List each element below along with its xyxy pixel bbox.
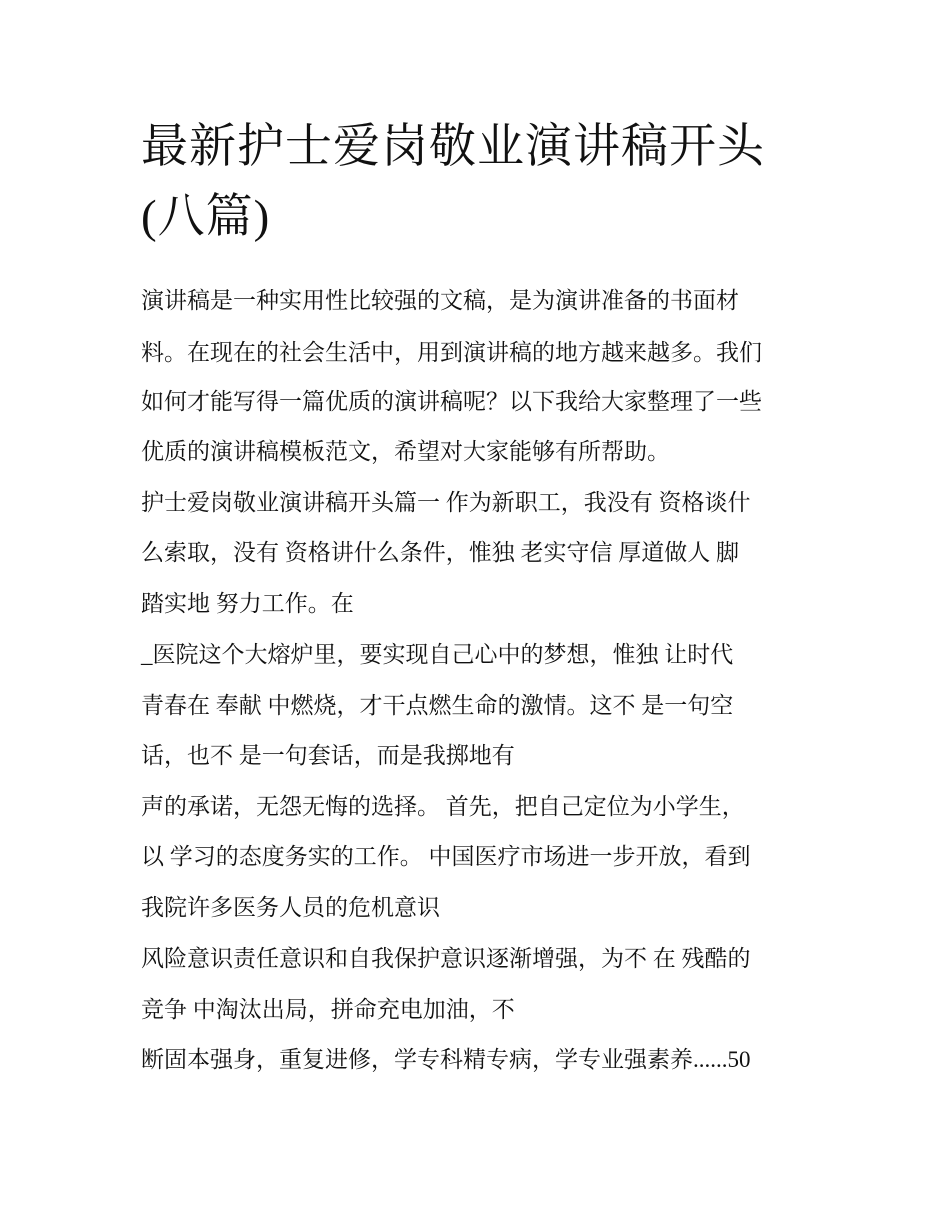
title-line-2: (八篇) (141, 191, 271, 243)
body-line: 护士爱岗敬业演讲稿开头篇一 作为新职工，我没有 资格谈什 (141, 490, 751, 515)
body-line: 断固本强身，重复进修，学专科精专病，学专业强素养......50 (141, 1047, 751, 1072)
body-line: 以 学习的态度务实的工作。 中国医疗市场进一步开放，看到 (141, 844, 751, 869)
body-line: 么索取，没有 资格讲什么条件，惟独 老实守信 厚道做人 脚 (141, 540, 739, 565)
title-line-1: 最新护士爱岗敬业演讲稿开头 (141, 121, 765, 173)
body-line: 如何才能写得一篇优质的演讲稿呢？以下我给大家整理了一些 (141, 389, 762, 414)
body-line: 风险意识责任意识和自我保护意识逐渐增强，为不 在 残酷的 (141, 946, 751, 971)
body-line: 料。在现在的社会生活中，用到演讲稿的地方越来越多。我们 (141, 340, 762, 365)
body-line: 竞争 中淘汰出局，拼命充电加油，不 (141, 997, 515, 1022)
body-line: 声的承诺，无怨无悔的选择。 首先，把自己定位为小学生， (141, 794, 745, 819)
document-title (141, 112, 841, 252)
body-line: 优质的演讲稿模板范文，希望对大家能够有所帮助。 (141, 439, 670, 464)
body-line: 踏实地 努力工作。在 (141, 591, 354, 616)
body-line: 青春在 奉献 中燃烧，才干点燃生命的激情。这不 是一句空 (141, 693, 734, 718)
body-line: 演讲稿是一种实用性比较强的文稿，是为演讲准备的书面材 (141, 288, 739, 313)
body-line: 我院许多医务人员的危机意识 (141, 895, 440, 920)
body-line: 话，也不 是一句套话，而是我掷地有 (141, 743, 515, 768)
body-line: _医院这个大熔炉里，要实现自己心中的梦想，惟独 让时代 (141, 642, 734, 667)
